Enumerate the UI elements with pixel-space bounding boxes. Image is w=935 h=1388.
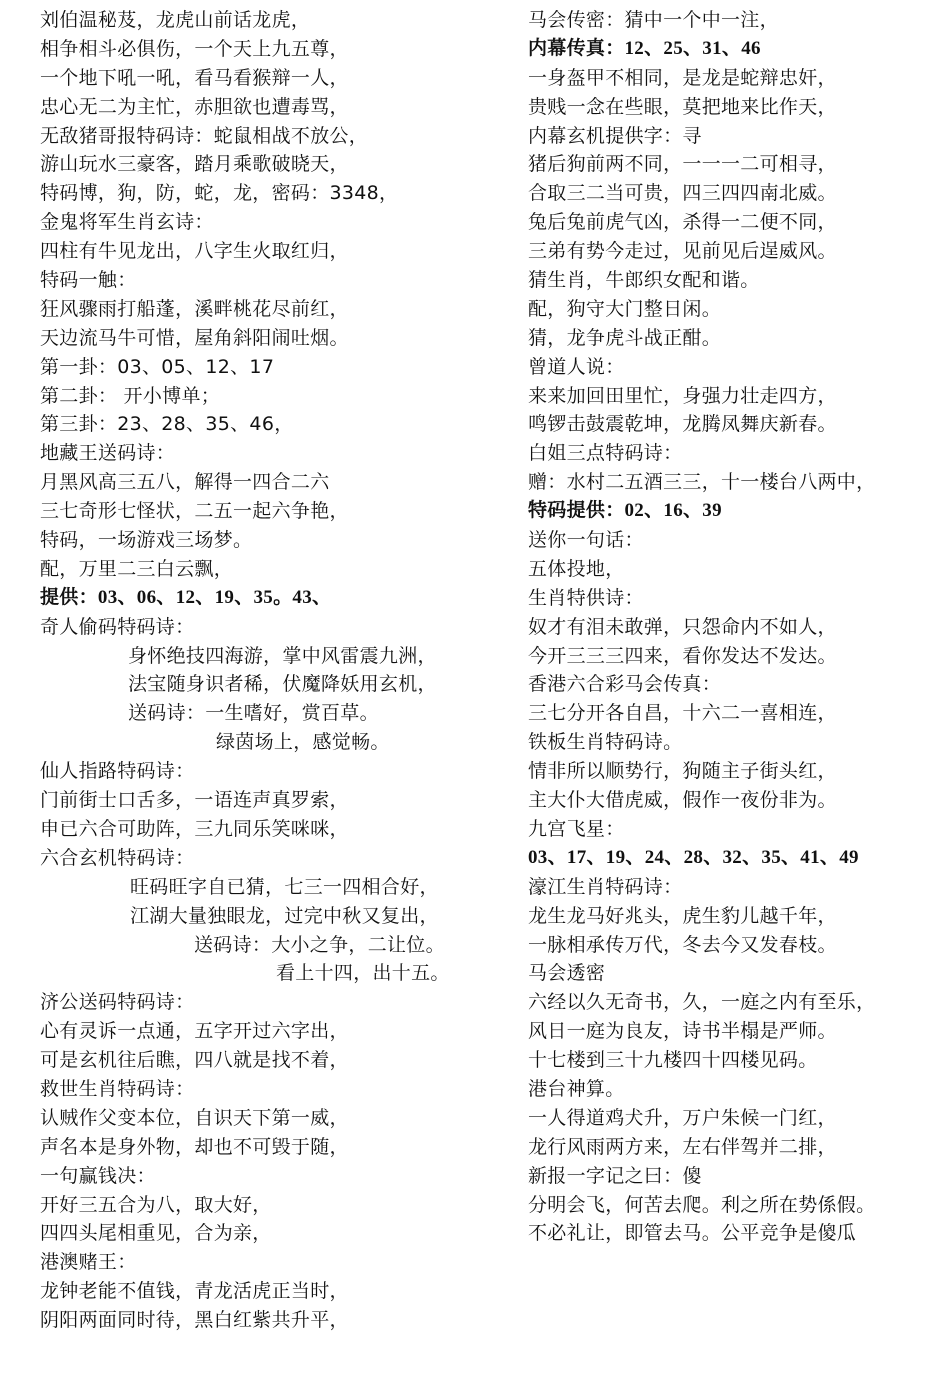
text-line: 天边流马牛可惜，屋角斜阳闹吐烟。 <box>40 326 349 349</box>
text-line: 分明会飞，何苦去爬。利之所在势係假。 <box>528 1193 876 1216</box>
text-line: 送码诗：一生嗜好，赏百草。 <box>128 702 379 725</box>
left-column <box>40 6 510 1335</box>
text-line: 猜，龙争虎斗战正酣。 <box>528 326 722 349</box>
text-line: 特码博，狗，防，蛇，龙，密码：3348， <box>40 182 399 205</box>
text-line: 配，万里二三白云飘， <box>40 557 234 580</box>
text-line: 主大仆大借虎威，假作一夜份非为。 <box>528 789 837 812</box>
text-line: 相争相斗必俱伤，一个天上九五尊， <box>40 37 349 60</box>
text-line: 送码诗：大小之争，二让位。 <box>194 933 445 956</box>
text-line: 鸣锣击鼓震乾坤，龙腾凤舞庆新春。 <box>528 413 837 436</box>
section-heading: 濠江生肖特码诗： <box>528 875 683 898</box>
text-line: 风日一庭为良友，诗书半榻是严师。 <box>528 1020 837 1043</box>
text-line: 一个地下吼一吼，看马看猴辩一人， <box>40 66 349 89</box>
text-line: 十七楼到三十九楼四十四楼见码。 <box>528 1049 818 1072</box>
text-line: 旺码旺字自已猜，七三一四相合好， <box>130 875 439 898</box>
text-line: 一人得道鸡犬升，万户朱候一门红， <box>528 1106 837 1129</box>
text-line: 情非所以顺势行，狗随主子街头红， <box>528 760 837 783</box>
text-line: 绿茵场上，感觉畅。 <box>216 731 390 754</box>
text-line: 特码，一场游戏三场梦。 <box>40 529 253 552</box>
text-line: 猜生肖，牛郎织女配和谐。 <box>528 269 760 292</box>
text-line: 四柱有牛见龙出，八字生火取红归， <box>40 240 349 263</box>
text-line: 申已六合可助阵，三九同乐笑咪咪， <box>40 817 349 840</box>
text-line: 三七奇形七怪状，二五一起六争艳， <box>40 500 349 523</box>
section-heading: 曾道人说： <box>528 355 625 378</box>
section-heading: 仙人指路特码诗： <box>40 760 195 783</box>
text-line: 四四头尾相重见，合为亲， <box>40 1222 272 1245</box>
text-line: 门前街士口舌多，一语连声真罗索， <box>40 789 349 812</box>
text-line: 配，狗守大门整日闲。 <box>528 297 722 320</box>
text-line: 奴才有泪未敢弹，只怨命内不如人， <box>528 615 837 638</box>
text-line: 看上十四，出十五。 <box>276 962 450 985</box>
right-column <box>528 6 928 1248</box>
text-line: 内幕玄机提供字：寻 <box>528 124 702 147</box>
section-heading: 特码一触： <box>40 269 137 292</box>
text-line: 五体投地， <box>528 557 625 580</box>
text-line: 一脉相承传万代，冬去今又发春枝。 <box>528 933 837 956</box>
section-heading: 奇人偷码特码诗： <box>40 615 195 638</box>
text-line: 龙钟老能不值钱，青龙活虎正当时， <box>40 1280 349 1303</box>
text-line: 今开三三三四来，看你发达不发达。 <box>528 644 837 667</box>
text-line: 开好三五合为八，取大好， <box>40 1193 272 1216</box>
text-line: 合取三二当可贵，四三四四南北威。 <box>528 182 837 205</box>
section-heading: 济公送码特码诗： <box>40 991 195 1014</box>
numbers-line: 03、17、19、24、28、32、35、41、49 <box>528 846 859 868</box>
text-line: 认贼作父变本位，自识天下第一威， <box>40 1106 349 1129</box>
text-line: 赠：水村二五酒三三，十一楼台八两中， <box>528 471 876 494</box>
text-line: 贵贱一念在些眼，莫把地来比作天， <box>528 95 837 118</box>
text-line: 游山玩水三豪客，踏月乘歌破晓天， <box>40 153 349 176</box>
text-line: 阴阳两面同时待，黑白红紫共升平， <box>40 1309 349 1332</box>
text-line: 来来加回田里忙，身强力壮走四方， <box>528 384 837 407</box>
text-line: 心有灵诉一点通，五字开过六字出， <box>40 1020 349 1043</box>
text-line: 狂风骤雨打船蓬，溪畔桃花尽前红， <box>40 297 349 320</box>
text-line: 江湖大量独眼龙，过完中秋又复出， <box>130 904 439 927</box>
text-line: 三七分开各自昌，十六二一喜相连， <box>528 702 837 725</box>
text-line: 马会传密：猜中一个中一注， <box>528 9 779 31</box>
section-heading: 救世生肖特码诗： <box>40 1077 195 1100</box>
text-line: 三弟有势今走过，见前见后逞威风。 <box>528 240 837 263</box>
numbers-line: 提供：03、06、12、19、35。43、 <box>40 586 332 608</box>
section-heading: 金鬼将军生肖玄诗： <box>40 211 214 234</box>
text-line: 兔后兔前虎气凶，杀得一二便不同， <box>528 211 837 234</box>
section-heading: 香港六合彩马会传真： <box>528 673 722 696</box>
section-heading: 九宫飞星： <box>528 817 625 840</box>
text-line: 声名本是身外物，却也不可毁于随， <box>40 1135 349 1158</box>
text-line: 可是玄机往后瞧，四八就是找不着， <box>40 1049 349 1072</box>
section-heading: 六合玄机特码诗： <box>40 846 195 869</box>
text-line: 龙生龙马好兆头，虎生豹儿越千年， <box>528 904 837 927</box>
text-line: 法宝随身识者稀，伏魔降妖用玄机， <box>128 673 437 696</box>
section-heading: 铁板生肖特码诗。 <box>528 731 683 754</box>
numbers-line: 特码提供：02、16、39 <box>528 500 722 522</box>
section-heading: 港台神算。 <box>528 1077 625 1100</box>
text-line: 猪后狗前两不同，一一一二可相寻， <box>528 153 837 176</box>
text-line: 第二卦： 开小博单； <box>40 384 221 407</box>
text-line: 龙行风雨两方来，左右伴驾并二排， <box>528 1135 837 1158</box>
numbers-line: 内幕传真：12、25、31、46 <box>528 37 761 59</box>
text-line: 第一卦：03、05、12、17 <box>40 355 275 378</box>
section-heading: 生肖特供诗： <box>528 586 644 609</box>
text-line: 第三卦：23、28、35、46， <box>40 413 294 436</box>
text-line: 一身盔甲不相同，是龙是蛇辩忠奸， <box>528 66 837 89</box>
text-line: 不必礼让，即管去马。公平竞争是傻瓜 <box>528 1222 857 1245</box>
text-line: 无敌猪哥报特码诗：蛇鼠相战不放公， <box>40 124 369 147</box>
text-line: 身怀绝技四海游，掌中风雷震九洲， <box>128 644 437 667</box>
section-heading: 地藏王送码诗： <box>40 442 176 465</box>
section-heading: 白姐三点特码诗： <box>528 442 683 465</box>
text-line: 月黑风高三五八，解得一四合二六 <box>40 471 330 494</box>
text-line: 新报一字记之曰：傻 <box>528 1164 702 1187</box>
text-line: 刘伯温秘芨，龙虎山前话龙虎， <box>40 9 311 31</box>
section-heading: 马会透密 <box>528 962 606 985</box>
section-heading: 一句赢钱决： <box>40 1164 156 1187</box>
section-heading: 送你一句话： <box>528 529 644 552</box>
text-line: 六经以久无奇书，久，一庭之内有至乐， <box>528 991 876 1014</box>
section-heading: 港澳赌王： <box>40 1251 137 1274</box>
text-line: 忠心无二为主忙，赤胆欲也遭毒骂， <box>40 95 349 118</box>
